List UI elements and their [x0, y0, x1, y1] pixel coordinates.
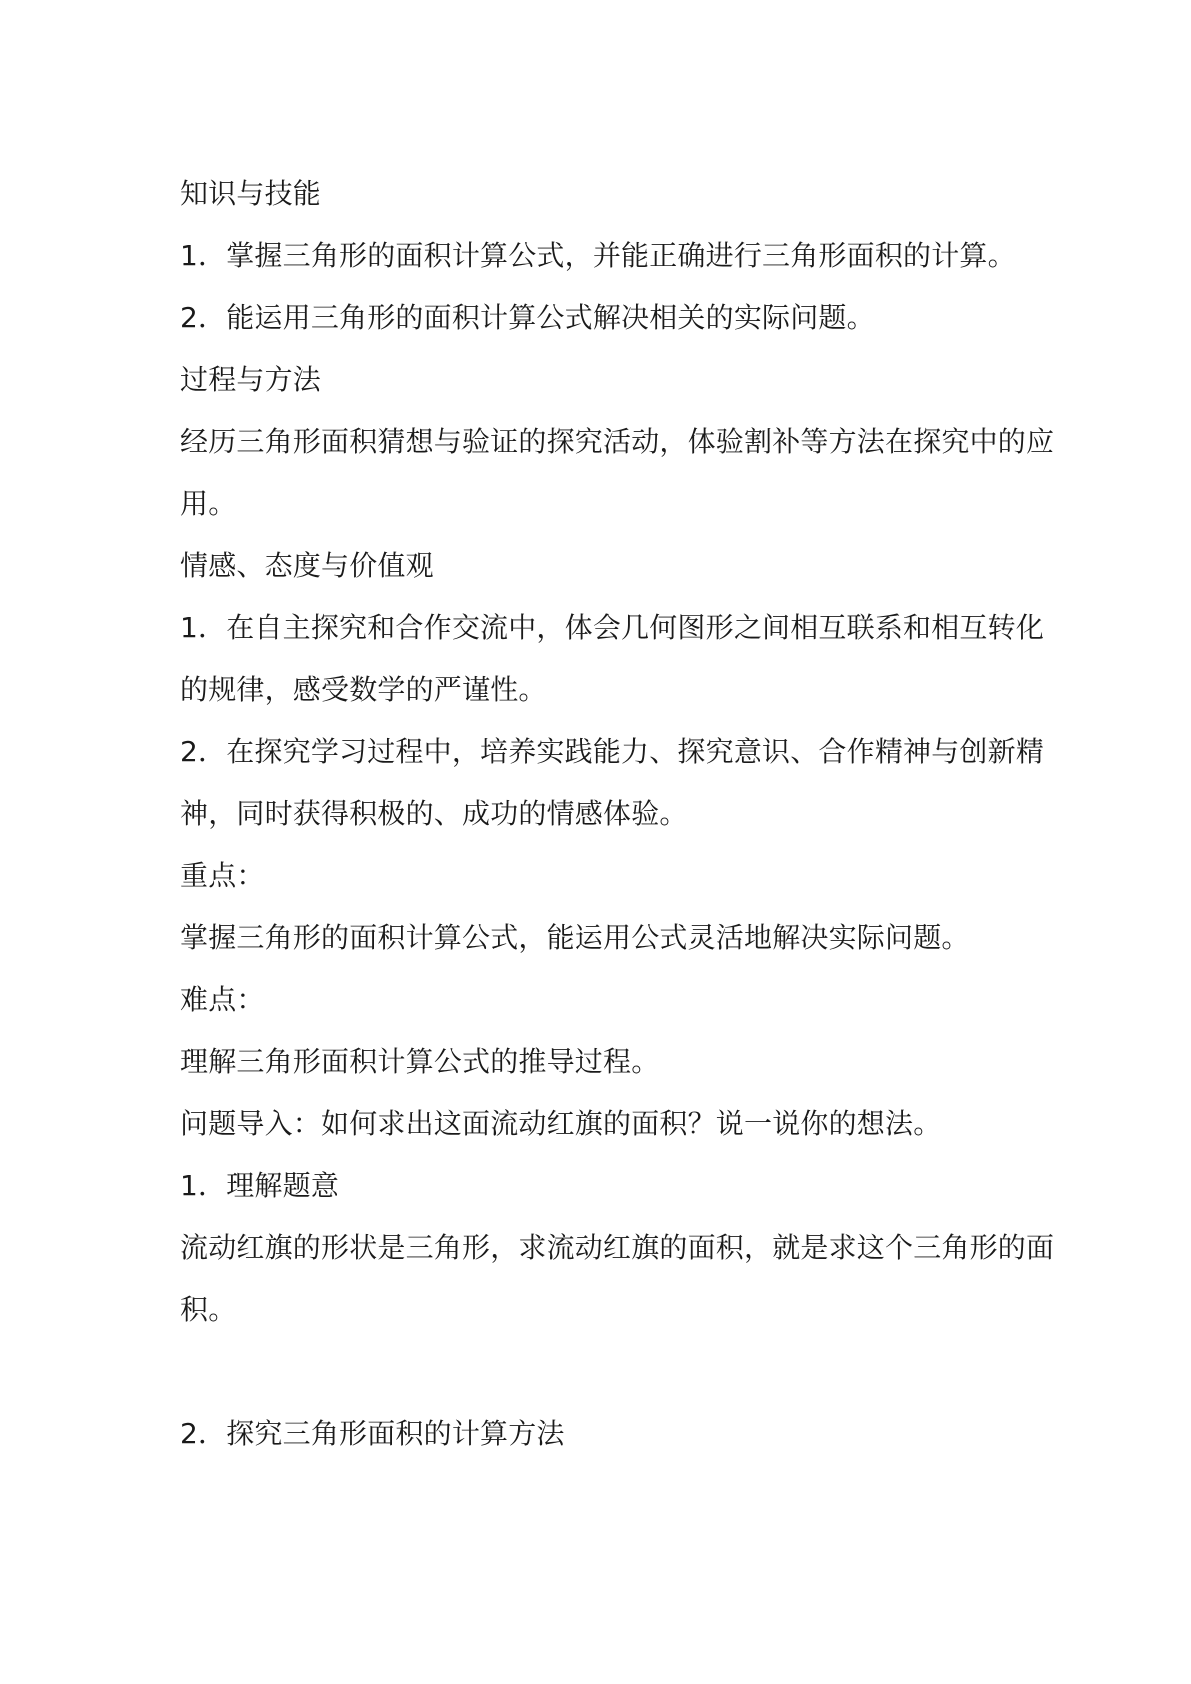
heading-emotion-values: 情感、态度与价值观 [180, 549, 434, 582]
paragraph-line: 2．探究三角形面积的计算方法 [180, 1417, 565, 1450]
paragraph-line: 2．在探究学习过程中，培养实践能力、探究意识、合作精神与创新精 [180, 735, 1045, 768]
paragraph-line: 经历三角形面积猜想与验证的探究活动，体验割补等方法在探究中的应 [180, 425, 1055, 458]
paragraph-line: 用。 [180, 487, 237, 520]
paragraph-line: 掌握三角形的面积计算公式，能运用公式灵活地解决实际问题。 [180, 921, 970, 954]
heading-knowledge-skills: 知识与技能 [180, 177, 322, 210]
heading-difficulty: 难点： [180, 983, 265, 1016]
paragraph-line: 2．能运用三角形的面积计算公式解决相关的实际问题。 [180, 301, 875, 334]
paragraph-line: 问题导入：如何求出这面流动红旗的面积？说一说你的想法。 [180, 1107, 942, 1140]
document-body [180, 163, 1055, 1465]
paragraph-line: 1．掌握三角形的面积计算公式，并能正确进行三角形面积的计算。 [180, 239, 1016, 272]
paragraph-line: 流动红旗的形状是三角形，求流动红旗的面积，就是求这个三角形的面 [180, 1231, 1055, 1264]
paragraph-line: 1．在自主探究和合作交流中，体会几何图形之间相互联系和相互转化 [180, 611, 1045, 644]
blank-spacer [180, 1341, 1020, 1403]
paragraph-line: 理解三角形面积计算公式的推导过程。 [180, 1045, 660, 1078]
paragraph-line: 神，同时获得积极的、成功的情感体验。 [180, 797, 688, 830]
paragraph-line: 积。 [180, 1293, 237, 1326]
heading-key-point: 重点： [180, 859, 265, 892]
paragraph-line: 1．理解题意 [180, 1169, 340, 1202]
paragraph-line: 的规律，感受数学的严谨性。 [180, 673, 547, 706]
heading-process-method: 过程与方法 [180, 363, 322, 396]
